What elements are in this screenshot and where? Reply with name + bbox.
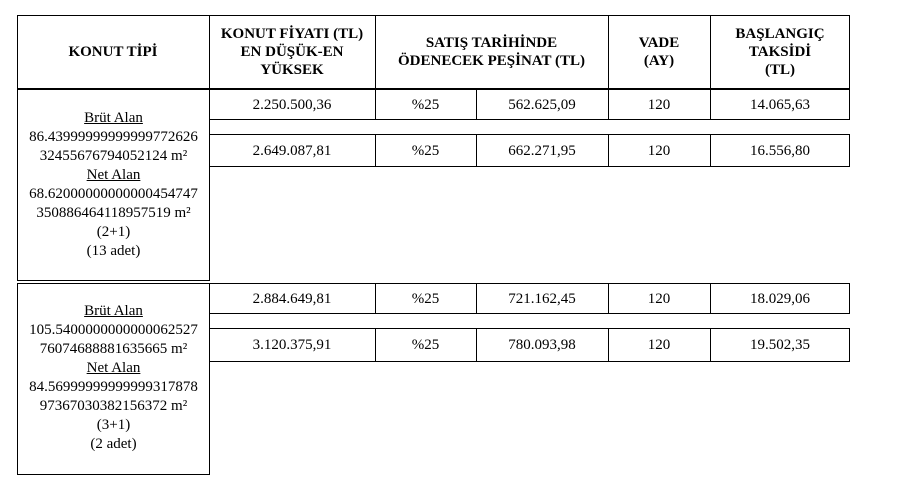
header-line: (AY) [643,53,675,69]
header-line: BAŞLANGIÇ [735,26,825,42]
net-area-value: 97367030382156372 m² [39,398,188,414]
net-area-label: Net Alan [86,360,141,376]
header-line: ÖDENECEK PEŞİNAT (TL) [398,53,585,69]
gross-area-label: Brüt Alan [84,303,143,319]
header-konut-fiyati [209,15,375,89]
term-cell: 120 [647,142,671,159]
installment-cell: 14.065,63 [750,96,810,113]
installment-cell: 18.029,06 [750,290,810,307]
percent-cell: %25 [411,337,440,353]
header-line: KONUT FİYATI (TL) [220,26,364,42]
header-line: (TL) [765,62,795,78]
header-line: EN DÜŞÜK-EN [240,44,344,60]
down-payment-cell: 662.271,95 [508,142,576,159]
header-konut-tipi: KONUT TİPİ [68,44,158,60]
term-cell: 120 [647,337,671,353]
gross-area-value: 76074688881635665 m² [39,341,188,357]
term-cell: 120 [647,96,671,113]
percent-cell: %25 [411,142,440,159]
room-count: (2+1) [96,224,131,240]
down-payment-cell: 780.093,98 [508,337,576,353]
term-cell: 120 [647,290,671,307]
net-area-value: 84.56999999999999317878 [29,379,198,395]
price-cell: 2.250.500,36 [252,96,332,113]
down-payment-cell: 562.625,09 [508,96,576,113]
net-area-value: 350886464118957519 m² [36,205,191,221]
price-cell: 3.120.375,91 [252,337,332,353]
type-text [17,109,210,261]
room-count: (3+1) [96,417,131,433]
header-line: SATIŞ TARİHİNDE [425,35,558,51]
price-cell: 2.884.649,81 [252,290,332,307]
percent-cell: %25 [411,290,440,307]
gross-area-value: 86.43999999999999772626 [29,129,198,145]
header-pesinat [375,15,608,89]
net-area-value: 68.62000000000000454747 [29,186,198,202]
percent-cell: %25 [411,96,440,113]
gross-area-value: 32455676794052124 m² [39,148,188,164]
header-line: VADE [638,35,680,51]
gross-area-value: 105.5400000000000062527 [29,322,198,338]
header-line: YÜKSEK [260,62,324,78]
net-area-label: Net Alan [86,167,141,183]
gross-area-label: Brüt Alan [84,110,143,126]
header-vade [608,15,710,89]
installment-cell: 16.556,80 [750,142,810,159]
header-baslangic-taksidi [710,15,850,89]
unit-count: (2 adet) [90,436,137,452]
down-payment-cell: 721.162,45 [508,290,576,307]
header-line: TAKSİDİ [748,44,812,60]
price-cell: 2.649.087,81 [252,142,332,159]
unit-count: (13 adet) [86,243,141,259]
type-text [17,302,210,454]
installment-cell: 19.502,35 [750,337,810,353]
